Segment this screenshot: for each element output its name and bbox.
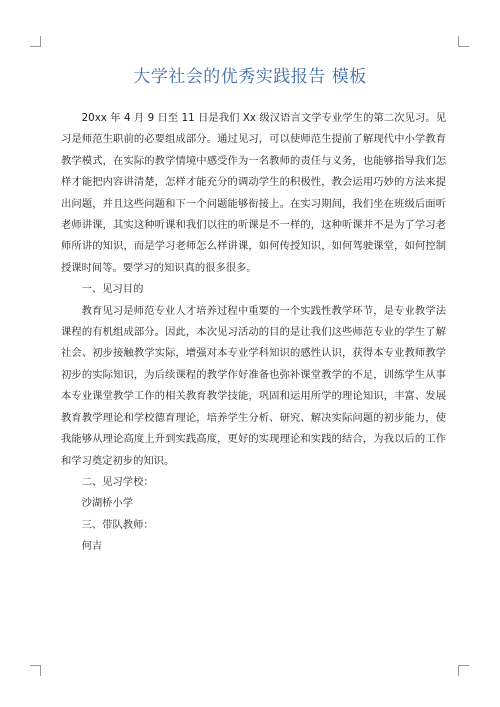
section-heading-school: 二、见习学校： bbox=[81, 475, 154, 488]
crop-mark-bottom-right bbox=[458, 665, 469, 676]
intro-paragraph: 20xx 年 4 月 9 日至 11 日是我们 Xx 级汉语言文学专业学生的第二次见习。见习是师范生职前的必要组成部分。通过见习，可以使师范生提前了解现代中小学教育教学模式，在实际的教学情境中感受作为一名教师的责任与义务，也能够指导我们怎样才能把内容讲清楚，怎样才能充分的调动学生的积极性，教会运用巧妙的方法来提出问题，并且这些问题和下一个问题能够衔接上。在实习期间，我们坐在班级后面听老师讲课，其实这种听课和我们以往的听课是不一样的，这种听课并不是为了学习老师所讲的知识，而是学习老师怎么样讲课，如何传授知识，如何驾驶课堂，如何控制授课时间等。要学习的知识真的很多很多。 bbox=[61, 112, 446, 274]
crop-mark-bottom-left bbox=[30, 665, 41, 676]
section-heading-purpose: 一、见习目的 bbox=[81, 283, 144, 296]
purpose-paragraph: 教育见习是师范专业人才培养过程中重要的一个实践性教学环节，是专业教学法课程的有机组成部分。因此，本次见习活动的目的是让我们这些师范专业的学生了解社会、初步接触教学实际，增强对本专业学科知识的感性认识，获得本专业教师教学初步的实际知识，为后续课程的教学作好准备也弥补课堂教学的不足，训练学生从事本专业课堂教学工作的相关教育教学技能，巩固和运用所学的理论知识，丰富、发展教育教学理论和学校德育理论，培养学生分析、研究、解决实际问题的初步能力，使我能够从理论高度上升到实践高度，更好的实现理论和实践的结合，为我以后的工作和学习奠定初步的知识。 bbox=[61, 304, 446, 467]
document-title: 大学社会的优秀实践报告 模板 bbox=[133, 67, 367, 87]
document-body bbox=[61, 108, 446, 558]
crop-mark-top-left bbox=[30, 36, 41, 47]
teacher-name: 何吉 bbox=[81, 540, 103, 553]
school-name: 沙湖桥小学 bbox=[81, 497, 134, 510]
section-heading-teacher: 三、带队教师： bbox=[81, 518, 154, 531]
crop-mark-top-right bbox=[458, 36, 469, 47]
